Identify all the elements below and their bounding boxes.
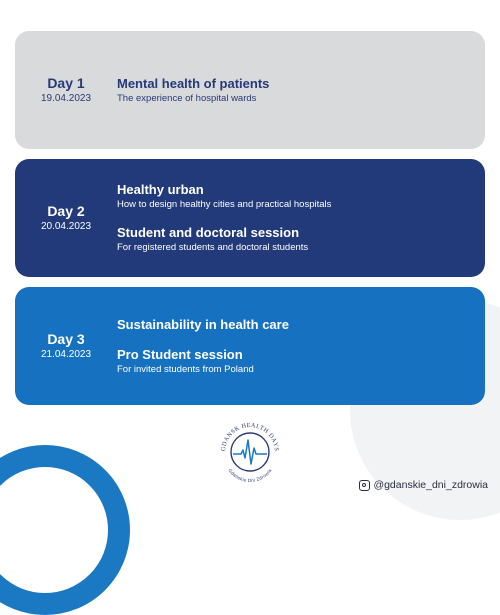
instagram-handle[interactable] [359,479,488,491]
session-subtitle: For invited students from Poland [117,363,254,375]
day-date: 21.04.2023 [40,349,92,360]
session-subtitle: How to design healthy cities and practical hospitals [117,199,332,210]
session-title: Pro Student session [117,346,243,362]
day-date: 20.04.2023 [40,221,92,232]
session-subtitle: For registered students and doctoral students [117,242,309,253]
day-sessions [117,287,475,405]
day-label [15,31,117,149]
instagram-handle-text: @gdanskie_dni_zdrowia [373,479,488,491]
day-title: Day 3 [47,331,85,347]
ring-decoration [0,445,130,615]
day-date: 19.04.2023 [40,93,92,104]
day-1-card [15,31,485,149]
gdansk-health-days-logo [216,418,284,486]
day-sessions [117,31,475,149]
logo-top-text: GDANSK HEALTH DAYS [219,421,281,452]
day-title: Day 1 [47,75,85,91]
session-title: Healthy urban [117,182,204,197]
session-title: Student and doctoral session [117,225,300,240]
day-title: Day 2 [47,203,85,219]
heartbeat-icon [233,440,267,464]
day-label [15,159,117,277]
session-title: Sustainability in health care [117,316,289,332]
day-sessions [117,159,475,277]
logo-bottom-text: Gdańskie Dni Zdrowia [227,467,273,484]
day-2-card [15,159,485,277]
svg-text:Gdańskie Dni Zdrowia [227,468,272,483]
svg-text:GDANSK HEALTH DAYS [220,422,280,452]
session-item [117,347,475,376]
instagram-icon [359,480,370,491]
session-subtitle: The experience of hospital wards [117,92,257,104]
session-item [117,76,475,105]
session-item [117,317,475,333]
session-item [117,225,475,254]
day-3-card [15,287,485,405]
day-label [15,287,117,405]
session-title: Mental health of patients [117,75,270,91]
session-item [117,182,475,211]
